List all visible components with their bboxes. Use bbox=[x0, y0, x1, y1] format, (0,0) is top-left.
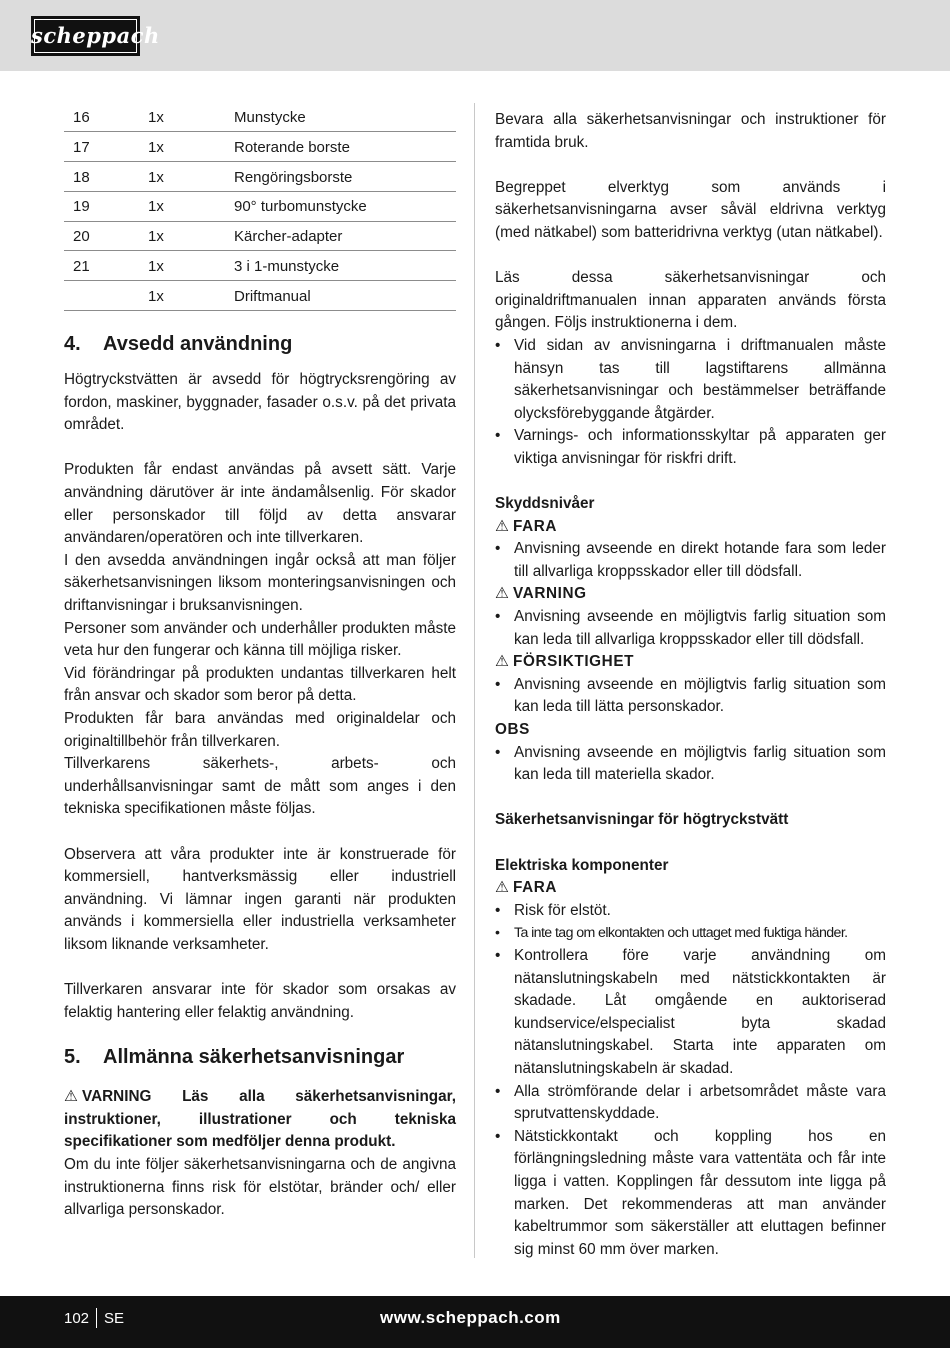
part-quantity: 1x bbox=[148, 132, 234, 162]
list-item: • Anvisning avseende en direkt hotande fara som leder till allvarliga kroppsskador eller till dödsfall. bbox=[495, 538, 886, 583]
section-number: 5. bbox=[64, 1046, 81, 1069]
section-title: Allmänna säkerhetsanvisningar bbox=[103, 1046, 405, 1069]
paragraph: I den avsedda användningen ingår också att man följer säkerhetsanvisningen liksom monteringsanvisningen och driftanvisningar i bruksanvisningen. bbox=[64, 551, 456, 615]
header-bar bbox=[0, 0, 950, 71]
table-row bbox=[64, 281, 456, 311]
paragraph: Produkten får bara användas med originaldelar och originaltillbehör från tillverkaren. bbox=[64, 709, 456, 750]
paragraph: Om du inte följer säkerhetsanvisningarna och de angivna instruktionerna finns risk för elstötar, bränder och/ eller allvarliga personskador. bbox=[64, 1156, 456, 1219]
part-name: Rengöringsborste bbox=[234, 162, 456, 192]
part-name: Kärcher-adapter bbox=[234, 221, 456, 251]
paragraph: Observera att våra produkter inte är konstruerade för kommersiell, hantverksmässig eller industriell användning. Vi lämnar ingen garanti när produkten används i kommersiella eller industriella verksamheter liksom liknande verksamheter. bbox=[64, 845, 456, 953]
list-item: • Nätstickkontakt och koppling hos en förlängningsledning måste vara vattentäta och får inte ligga i vatten. Kopplingen får dessutom inte ligga på marken. Det rekommenderas att man använder kabeltrummor som säkerställer att eluttagen befinner sig minst 60 mm över marken. bbox=[495, 1126, 886, 1262]
part-number: 21 bbox=[64, 251, 148, 281]
subheading: Elektriska komponenter bbox=[495, 856, 669, 874]
part-quantity: 1x bbox=[148, 162, 234, 192]
part-quantity: 1x bbox=[148, 251, 234, 281]
hazard-label-text: VARNING bbox=[513, 585, 587, 603]
part-number bbox=[64, 281, 148, 311]
paragraph: Begreppet elverktyg som används i säkerhetsanvisningarna avser såväl eldrivna verktyg (med nätkabel) som batteridrivna verktyg (utan nätkabel). bbox=[495, 178, 886, 241]
warning-triangle-icon: ⚠ bbox=[64, 1088, 78, 1106]
parts-table bbox=[64, 102, 456, 311]
section-number: 4. bbox=[64, 333, 81, 356]
table-row bbox=[64, 191, 456, 221]
section-4-heading bbox=[64, 331, 456, 357]
hazard-label-text: FARA bbox=[513, 879, 558, 897]
section-5-heading bbox=[64, 1044, 456, 1070]
hazard-label: OBS bbox=[495, 721, 530, 739]
hazard-label bbox=[495, 877, 886, 900]
warning-triangle-icon: ⚠ bbox=[495, 653, 510, 671]
paragraph: Läs dessa säkerhetsanvisningar och originaldriftmanualen innan apparaten används första gången. Följs instruktionerna i dem. bbox=[495, 269, 886, 332]
hazard-label-text: FÖRSIKTIGHET bbox=[513, 653, 635, 671]
bullet-list bbox=[495, 742, 886, 787]
list-item: • Alla strömförande delar i arbetsområdet måste vara sprutvattenskyddade. bbox=[495, 1081, 886, 1126]
paragraph: Vid förändringar på produkten undantas tillverkaren helt från ansvar och skador som beror på detta. bbox=[64, 664, 456, 705]
table-row bbox=[64, 162, 456, 192]
hazard-label bbox=[495, 651, 886, 674]
hazard-label-text: FARA bbox=[513, 517, 558, 535]
part-name: Munstycke bbox=[234, 102, 456, 132]
table-row bbox=[64, 251, 456, 281]
subheading: Skyddsnivåer bbox=[495, 495, 595, 513]
paragraph: Tillverkaren ansvarar inte för skador som orsakas av felaktig hantering eller felaktig användning. bbox=[64, 981, 456, 1021]
warning-statement-text: VARNING Läs alla säkerhetsanvisningar, instruktioner, illustrationer och tekniska specifikationer som medföljer denna produkt. bbox=[64, 1088, 456, 1151]
part-number: 18 bbox=[64, 162, 148, 192]
part-quantity: 1x bbox=[148, 191, 234, 221]
paragraph: Högtryckstvätten är avsedd för högtrycksrengöring av fordon, maskiner, byggnader, fasader o.s.v. på det privata området. bbox=[64, 371, 456, 434]
left-column bbox=[64, 100, 456, 1222]
bullet-list bbox=[495, 900, 886, 1262]
warning-statement bbox=[64, 1086, 456, 1154]
language-code: SE bbox=[104, 1310, 125, 1327]
list-item: • Varnings- och informationsskyltar på apparaten ger viktiga anvisningar för riskfri drift. bbox=[495, 425, 886, 470]
right-column bbox=[495, 100, 886, 1261]
list-item: • Risk för elstöt. bbox=[495, 900, 886, 923]
hazard-label bbox=[495, 583, 886, 606]
table-row bbox=[64, 132, 456, 162]
paragraph: Tillverkarens säkerhets-, arbets- och underhållsanvisningar samt de mått som anges i den tekniska specifikationen måste följas. bbox=[64, 755, 456, 818]
list-item: • Anvisning avseende en möjligtvis farlig situation som kan leda till lätta personskador. bbox=[495, 674, 886, 719]
bullet-list bbox=[495, 538, 886, 583]
list-item: • Kontrollera före varje användning om nätanslutningskabeln med nätstickkontakten är skadade. Låt omgående en auktoriserad kundservice/elspecialist byta skadad nätanslutningskabel. Starta inte apparaten om nätanslutningskabeln är skadad. bbox=[495, 945, 886, 1081]
website-url: www.scheppach.com bbox=[380, 1308, 561, 1327]
scheppach-logo: scheppach bbox=[31, 16, 140, 56]
hazard-label bbox=[495, 516, 886, 539]
list-item: • Anvisning avseende en möjligtvis farlig situation som kan leda till allvarliga kroppsskador eller till dödsfall. bbox=[495, 606, 886, 651]
part-quantity: 1x bbox=[148, 102, 234, 132]
part-number: 20 bbox=[64, 221, 148, 251]
page-number: 102 bbox=[64, 1310, 90, 1327]
bullet-list bbox=[495, 606, 886, 651]
warning-triangle-icon: ⚠ bbox=[495, 585, 510, 603]
bullet-list bbox=[495, 335, 886, 471]
table-row bbox=[64, 221, 456, 251]
list-item: • Anvisning avseende en möjligtvis farlig situation som kan leda till materiella skador. bbox=[495, 742, 886, 787]
paragraph: Personer som använder och underhåller produkten måste veta hur den fungerar och känna till möjliga risker. bbox=[64, 619, 456, 660]
part-number: 16 bbox=[64, 102, 148, 132]
footer-bar bbox=[0, 1296, 950, 1348]
column-divider bbox=[474, 103, 475, 1258]
bullet-list bbox=[495, 674, 886, 719]
section-title: Avsedd användning bbox=[103, 333, 293, 356]
part-name: 90° turbomunstycke bbox=[234, 191, 456, 221]
part-name: 3 i 1-munstycke bbox=[234, 251, 456, 281]
subheading: Säkerhetsanvisningar för högtryckstvätt bbox=[495, 811, 789, 829]
warning-triangle-icon: ⚠ bbox=[495, 517, 510, 535]
list-item: • Ta inte tag om elkontakten och uttaget med fuktiga händer. bbox=[495, 922, 886, 945]
paragraph: Produkten får endast användas på avsett sätt. Varje användning därutöver är inte ändamålsenlig. För skador eller personskador till följd av detta ansvarar användaren/operatören och inte tillverkaren. bbox=[64, 461, 456, 547]
paragraph: Bevara alla säkerhetsanvisningar och instruktioner för framtida bruk. bbox=[495, 111, 886, 151]
part-quantity: 1x bbox=[148, 221, 234, 251]
list-item: • Vid sidan av anvisningarna i driftmanualen måste hänsyn tas till lagstiftarens allmänna säkerhetsanvisningar och bestämmelser beträffande olycksförebyggande åtgärder. bbox=[495, 335, 886, 425]
part-name: Driftmanual bbox=[234, 281, 456, 311]
part-number: 17 bbox=[64, 132, 148, 162]
footer-separator bbox=[96, 1308, 97, 1328]
part-number: 19 bbox=[64, 191, 148, 221]
part-name: Roterande borste bbox=[234, 132, 456, 162]
part-quantity: 1x bbox=[148, 281, 234, 311]
table-row bbox=[64, 102, 456, 132]
warning-triangle-icon: ⚠ bbox=[495, 879, 510, 897]
